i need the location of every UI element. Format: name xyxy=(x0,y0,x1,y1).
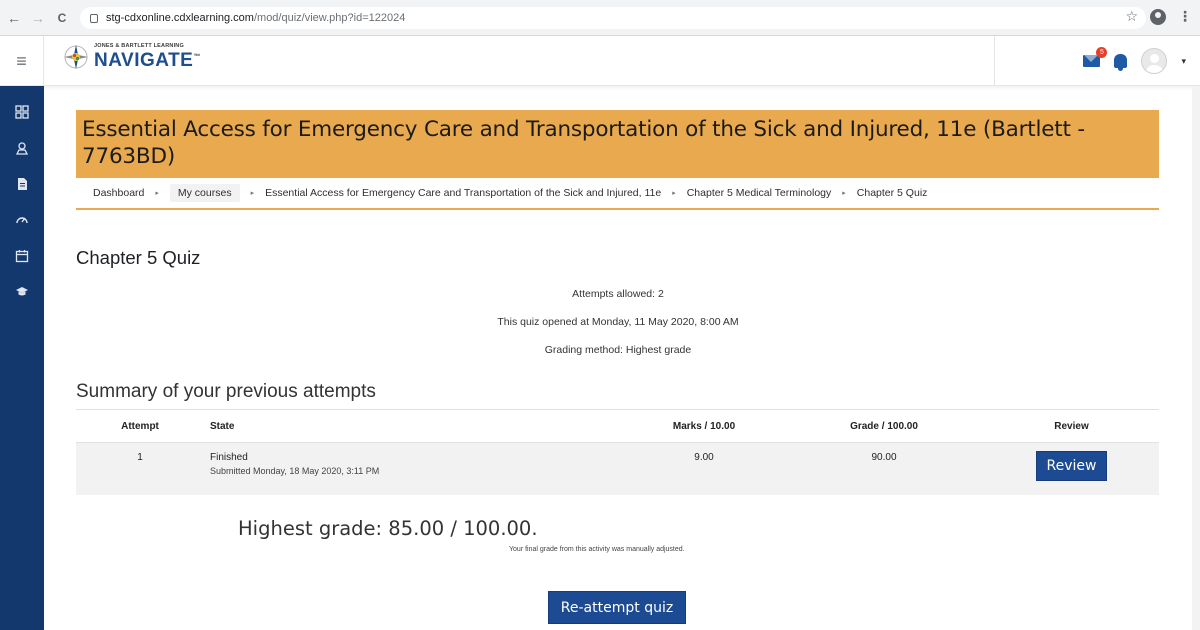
course-title: Essential Access for Emergency Care and Transportation of the Sick and Injured, 11e (Bartlett - 7763BD) xyxy=(82,117,1085,169)
browser-toolbar xyxy=(0,0,1200,36)
page-scroll-edge xyxy=(1192,86,1200,630)
breadcrumb-separator-icon: ▸ xyxy=(155,190,159,197)
page-title: Chapter 5 Quiz xyxy=(76,247,201,268)
header-marks: Marks / 10.00 xyxy=(624,410,784,443)
breadcrumb-separator-icon: ▸ xyxy=(672,190,676,197)
compass-logo-icon xyxy=(62,43,90,71)
lock-icon xyxy=(90,14,98,23)
left-navigation-drawer xyxy=(0,86,44,630)
address-bar[interactable] xyxy=(80,7,1146,29)
logo-publisher: JONES & BARTLETT LEARNING xyxy=(94,43,184,50)
document-icon[interactable] xyxy=(0,166,44,202)
table-header-row xyxy=(76,410,1159,443)
logo-text xyxy=(94,44,201,70)
header-review: Review xyxy=(984,410,1159,443)
grading-method-text: Grading method: Highest grade xyxy=(544,344,692,356)
attempt-number: 1 xyxy=(76,443,204,495)
site-header xyxy=(0,36,1200,86)
attempt-state: Finished xyxy=(210,452,248,463)
back-icon[interactable]: ← xyxy=(7,9,21,26)
header-grade: Grade / 100.00 xyxy=(784,410,984,443)
forward-icon[interactable]: → xyxy=(31,9,45,26)
breadcrumb-my-courses[interactable]: My courses xyxy=(170,184,240,202)
message-count-badge: 5 xyxy=(1096,47,1107,58)
attempt-grade: 90.00 xyxy=(784,443,984,495)
graduation-cap-icon[interactable] xyxy=(0,274,44,310)
table-row xyxy=(76,443,1159,495)
attempt-marks: 9.00 xyxy=(624,443,784,495)
quiz-opened-text: This quiz opened at Monday, 11 May 2020, 8:00 AM xyxy=(497,316,739,328)
site-home-icon[interactable] xyxy=(0,130,44,166)
gauge-icon[interactable] xyxy=(0,202,44,238)
navigate-logo[interactable] xyxy=(62,43,201,71)
breadcrumb xyxy=(76,178,1159,210)
attempt-state-cell xyxy=(204,443,624,495)
review-button[interactable]: Review xyxy=(1036,451,1108,481)
attempts-allowed-text: Attempts allowed: 2 xyxy=(572,288,664,300)
messages-icon[interactable] xyxy=(1083,49,1104,67)
user-menu-area xyxy=(994,36,1200,86)
reattempt-quiz-button[interactable]: Re-attempt quiz xyxy=(548,591,686,624)
bookmark-star-icon[interactable]: ☆ xyxy=(1125,8,1138,24)
dashboard-icon[interactable] xyxy=(0,94,44,130)
url-path: /mod/quiz/view.php?id=122024 xyxy=(253,12,406,24)
breadcrumb-dashboard[interactable]: Dashboard xyxy=(93,187,145,199)
calendar-icon[interactable] xyxy=(0,238,44,274)
highest-grade-text: Highest grade: 85.00 / 100.00. xyxy=(238,517,538,540)
logo-wordmark: NAVIGATE™ xyxy=(94,49,201,71)
reload-icon[interactable]: C xyxy=(57,10,67,25)
user-menu-caret-icon[interactable]: ▾ xyxy=(1181,55,1186,66)
user-avatar[interactable] xyxy=(1141,48,1167,74)
course-header-banner xyxy=(76,110,1159,178)
header-attempt: Attempt xyxy=(76,410,204,443)
attempt-submitted-time: Submitted Monday, 18 May 2020, 3:11 PM xyxy=(210,466,380,476)
profile-icon[interactable] xyxy=(1150,9,1166,25)
grade-adjusted-note: Your final grade from this activity was manually adjusted. xyxy=(509,546,685,553)
notifications-bell-icon[interactable] xyxy=(1114,54,1127,68)
breadcrumb-chapter[interactable]: Chapter 5 Medical Terminology xyxy=(686,187,832,199)
attempt-review-cell xyxy=(984,443,1159,495)
attempts-table xyxy=(76,409,1159,495)
breadcrumb-separator-icon: ▸ xyxy=(842,190,846,197)
url-host: stg-cdxonline.cdxlearning.com xyxy=(106,12,254,24)
hamburger-menu-icon[interactable]: ≡ xyxy=(0,36,44,86)
breadcrumb-separator-icon: ▸ xyxy=(250,190,255,197)
main-content xyxy=(44,86,1192,630)
header-state: State xyxy=(204,410,624,443)
breadcrumb-course[interactable]: Essential Access for Emergency Care and Transportation of the Sick and Injured, 11e xyxy=(265,187,662,199)
breadcrumb-quiz[interactable]: Chapter 5 Quiz xyxy=(856,187,928,199)
browser-menu-icon[interactable]: ⋮ xyxy=(1178,8,1192,24)
browser-actions xyxy=(1125,8,1192,25)
summary-heading: Summary of your previous attempts xyxy=(76,381,376,402)
